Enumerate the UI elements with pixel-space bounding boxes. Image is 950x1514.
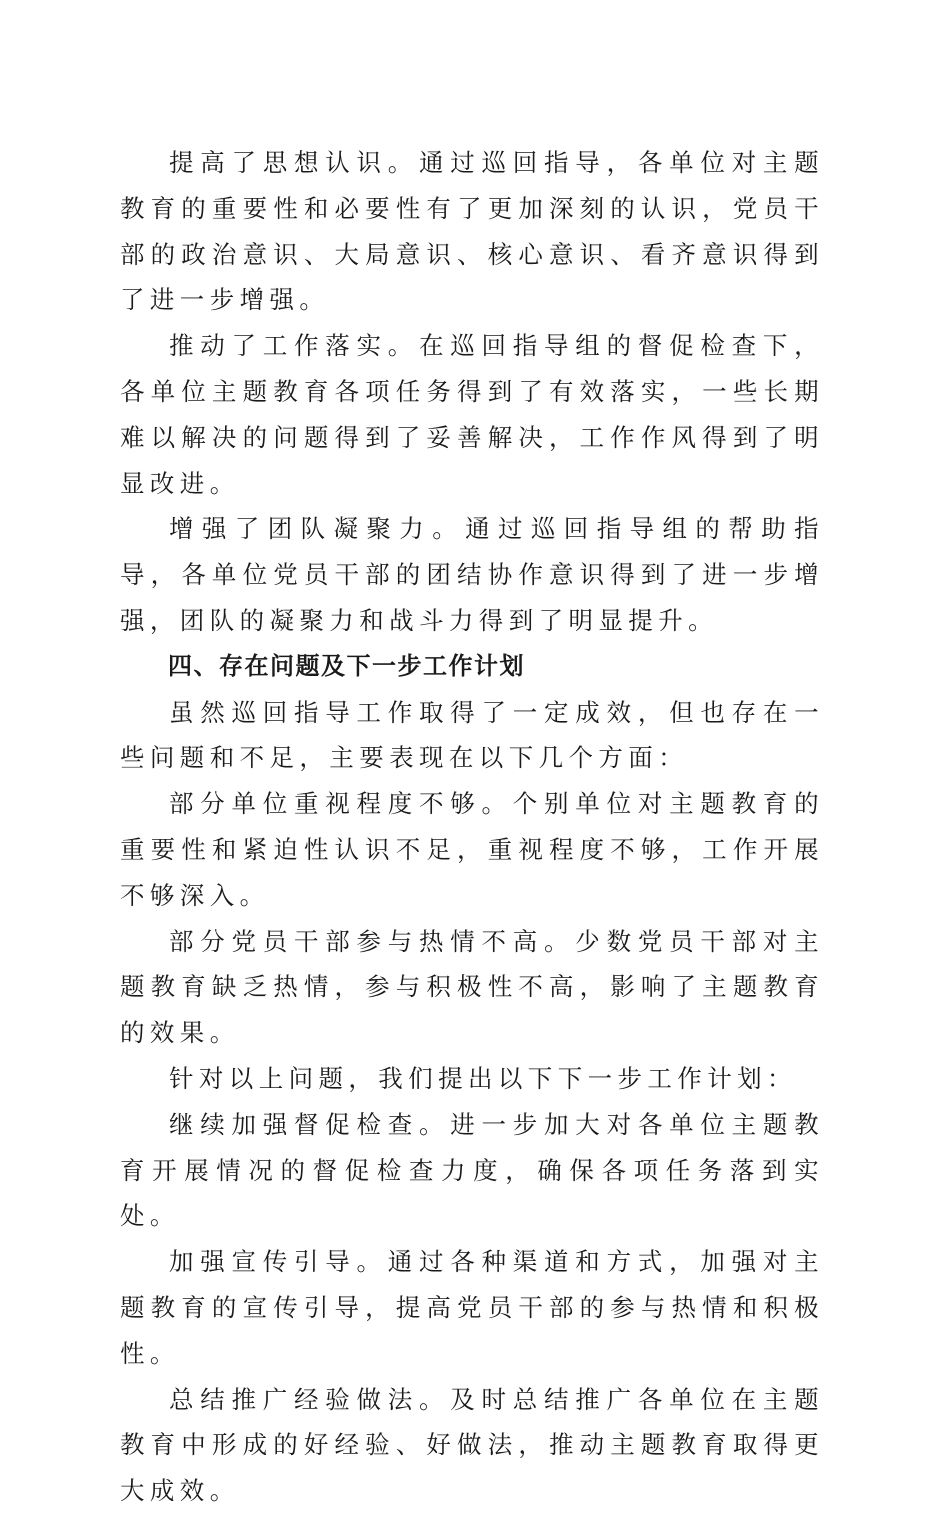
paragraph-problem-attention: 部分单位重视程度不够。个别单位对主题教育的重要性和紧迫性认识不足，重视程度不够，工作开展不够深入。: [120, 789, 824, 910]
paragraph-plan-intro: 针对以上问题，我们提出以下下一步工作计划：: [169, 1063, 797, 1093]
paragraph-implementation: 推动了工作落实。在巡回指导组的督促检查下，各单位主题教育各项任务得到了有效落实，一些长期难以解决的问题得到了妥善解决，工作作风得到了明显改进。: [120, 331, 824, 498]
paragraph-thinking: 提高了思想认识。通过巡回指导，各单位对主题教育的重要性和必要性有了更加深刻的认识，党员干部的政治意识、大局意识、核心意识、看齐意识得到了进一步增强。: [120, 148, 824, 315]
paragraph-problems-intro: 虽然巡回指导工作取得了一定成效，但也存在一些问题和不足，主要表现在以下几个方面：: [120, 697, 824, 773]
paragraph-plan-publicity: 加强宣传引导。通过各种渠道和方式，加强对主题教育的宣传引导，提高党员干部的参与热情和积极性。: [120, 1247, 824, 1368]
section-heading: 四、存在问题及下一步工作计划: [168, 651, 525, 680]
paragraph-cohesion: 增强了团队凝聚力。通过巡回指导组的帮助指导，各单位党员干部的团结协作意识得到了进一步增强，团队的凝聚力和战斗力得到了明显提升。: [120, 514, 824, 635]
paragraph-problem-enthusiasm: 部分党员干部参与热情不高。少数党员干部对主题教育缺乏热情，参与积极性不高，影响了主题教育的效果。: [120, 926, 824, 1048]
paragraph-plan-supervision: 继续加强督促检查。进一步加大对各单位主题教育开展情况的督促检查力度，确保各项任务落到实处。: [120, 1109, 824, 1231]
paragraph-plan-experience: 总结推广经验做法。及时总结推广各单位在主题教育中形成的好经验、好做法，推动主题教育取得更大成效。: [120, 1384, 824, 1506]
document-page: [120, 140, 824, 1514]
